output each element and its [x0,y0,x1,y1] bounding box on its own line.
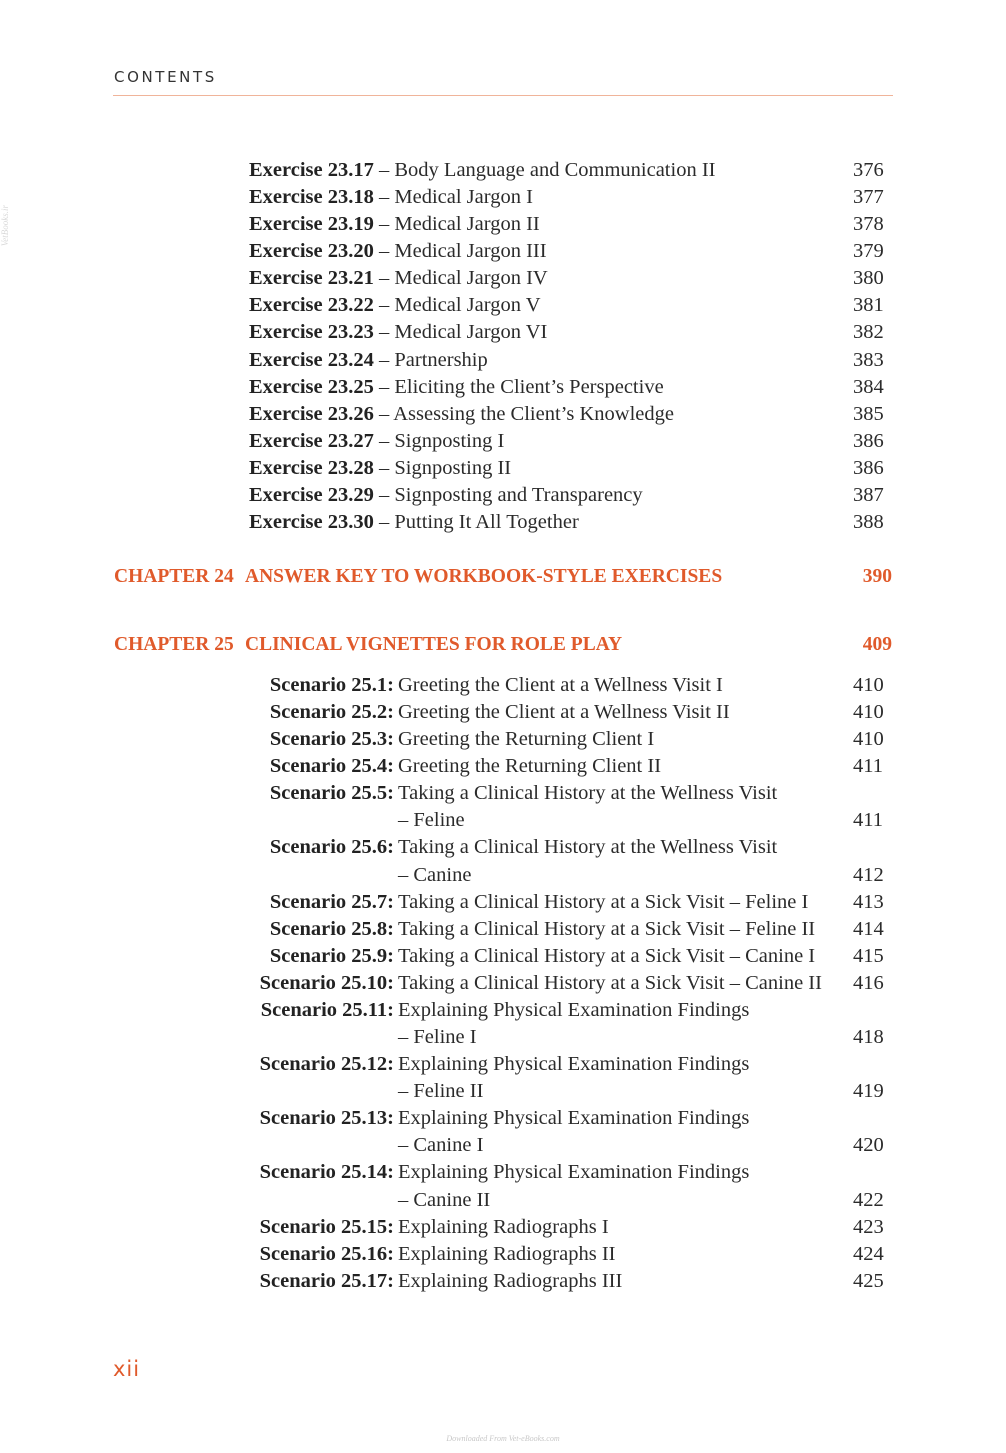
scenario-label: Scenario 25.11: [260,998,394,1021]
page-number: 410 [853,728,884,751]
scenario-title-continuation: – Canine I [398,1134,484,1157]
exercise-label: Exercise 23.24 [249,348,374,371]
exercise-title: – Medical Jargon V [373,294,541,317]
scenario-title-continuation: – Canine [398,863,472,886]
chapter-title: ANSWER KEY TO WORKBOOK-STYLE EXERCISES [245,566,723,587]
toc-entry-exercise[interactable] [0,292,1006,319]
toc-entry-exercise[interactable] [0,401,1006,428]
toc-entry-scenario[interactable] [0,1214,1006,1241]
page-number: 411 [853,809,883,832]
toc-entry-text [249,428,504,455]
toc-entry-exercise[interactable] [0,482,1006,509]
page-number: 419 [853,1080,884,1103]
exercise-title: – Partnership [373,348,488,371]
toc-entry-exercise[interactable] [0,374,1006,401]
toc-entry-scenario[interactable] [0,834,1006,888]
toc-entry-scenario[interactable] [0,699,1006,726]
toc-entry-scenario[interactable] [0,1268,1006,1295]
toc-entry-scenario[interactable] [0,672,1006,699]
scenario-title: Explaining Radiographs II [398,1242,616,1265]
toc-entry-scenario[interactable] [0,970,1006,997]
page-number: 386 [853,456,884,479]
toc-entry-text [249,374,664,401]
page-number: 386 [853,429,884,452]
page-number: 379 [853,240,884,263]
scenario-title: Explaining Radiographs I [398,1215,609,1238]
scenario-title-continuation: – Canine II [398,1188,491,1211]
chapter-heading[interactable] [114,631,894,659]
toc-entry-exercise[interactable] [0,347,1006,374]
scenario-title: Taking a Clinical History at a Sick Visit – Feline II [398,917,816,940]
toc-entry-exercise[interactable] [0,455,1006,482]
page-number: 425 [853,1269,884,1292]
chapter-heading[interactable] [114,563,894,591]
toc-entry-text [249,184,533,211]
toc-entry-text [249,455,511,482]
scenario-label: Scenario 25.3: [269,728,394,751]
page-number: 383 [853,348,884,371]
scenario-label: Scenario 25.2: [269,701,394,724]
scenario-label: Scenario 25.7: [269,890,394,913]
toc-entry-exercise[interactable] [0,211,1006,238]
page-number: 423 [853,1215,884,1238]
scenario-title: Greeting the Returning Client I [398,728,655,751]
toc-entry-text [249,211,540,238]
scenario-title: Taking a Clinical History at the Wellness Visit [398,836,778,859]
exercise-label: Exercise 23.29 [249,483,374,506]
scenario-title: Explaining Physical Examination Findings [398,998,750,1021]
page-number: 414 [853,917,884,940]
exercise-label: Exercise 23.23 [249,321,374,344]
exercise-label: Exercise 23.17 [249,159,374,181]
toc-entry-exercise[interactable] [0,265,1006,292]
chapter-number: CHAPTER 24 [114,566,234,587]
toc-entry-text [249,319,547,346]
scenario-label: Scenario 25.16: [259,1242,394,1265]
toc-entry-text [249,509,579,536]
toc-entry-text [249,347,488,374]
toc-entry-scenario[interactable] [0,997,1006,1051]
scenario-title: Taking a Clinical History at a Sick Visit – Canine I [398,944,816,967]
scenario-label: Scenario 25.8: [269,917,394,940]
toc-entry-scenario[interactable] [0,889,1006,916]
page-number: 378 [853,213,884,236]
toc-entry-scenario[interactable] [0,1051,1006,1105]
watermark-side: VetBooks.ir [0,205,10,247]
scenario-label: Scenario 25.15: [259,1215,394,1238]
running-head: CONTENTS [114,68,217,86]
toc-entry-scenario[interactable] [0,916,1006,943]
toc-entry-text [249,238,547,265]
exercise-title: – Medical Jargon VI [373,321,548,344]
toc-entry-scenario[interactable] [0,1159,1006,1213]
exercise-title: – Signposting II [373,456,512,479]
scenario-label: Scenario 25.13: [259,1107,394,1130]
scenario-title-continuation: – Feline II [398,1080,484,1103]
scenario-title: Greeting the Returning Client II [398,755,662,778]
page-folio: xii [113,1357,141,1381]
toc-entry-scenario[interactable] [0,1241,1006,1268]
scenario-label: Scenario 25.6: [269,836,394,859]
page-number: 420 [853,1134,884,1157]
scenario-label: Scenario 25.12: [259,1053,394,1076]
exercise-label: Exercise 23.22 [249,294,374,317]
page-number: 387 [853,483,884,506]
scenario-label: Scenario 25.10: [259,971,394,994]
exercise-label: Exercise 23.26 [249,402,374,425]
exercise-label: Exercise 23.25 [249,375,374,398]
scenario-title: Explaining Physical Examination Findings [398,1053,750,1076]
exercise-title: – Medical Jargon IV [373,267,548,290]
exercise-title: – Medical Jargon I [373,186,533,209]
scenario-title: Explaining Physical Examination Findings [398,1107,750,1130]
toc-entry-scenario[interactable] [0,780,1006,834]
toc-entry-text [249,482,643,509]
scenario-label: Scenario 25.14: [259,1161,394,1184]
toc-entry-text [249,265,548,292]
page-number: 384 [853,375,884,398]
toc-entry-text [249,401,674,428]
exercise-title: – Eliciting the Client’s Perspective [373,375,664,398]
scenario-label: Scenario 25.9: [269,944,394,967]
toc-entry-exercise[interactable] [0,319,1006,346]
exercise-title: – Medical Jargon III [373,240,547,263]
page-number: 388 [853,511,884,534]
exercise-title: – Signposting and Transparency [373,483,643,506]
scenario-label: Scenario 25.17: [259,1269,394,1292]
toc-entry-scenario[interactable] [0,1105,1006,1159]
exercise-title: – Signposting I [373,429,505,452]
watermark-bottom: Downloaded From Vet-eBooks.com [446,1434,560,1443]
exercise-title: – Assessing the Client’s Knowledge [373,402,674,425]
toc-entry-text [249,157,715,184]
page-number: 376 [853,159,884,181]
scenario-title: Taking a Clinical History at a Sick Visit – Feline I [398,890,809,913]
page-number: 412 [853,863,884,886]
scenario-title: Greeting the Client at a Wellness Visit I [398,674,723,696]
page-number: 422 [853,1188,884,1211]
scenario-title: Explaining Radiographs III [398,1269,623,1292]
exercise-label: Exercise 23.18 [249,186,374,209]
scenario-title: Explaining Physical Examination Findings [398,1161,750,1184]
page-number: 411 [853,755,883,778]
scenario-title: Greeting the Client at a Wellness Visit II [398,701,730,724]
exercise-title: – Putting It All Together [373,511,579,534]
chapter-title: CLINICAL VIGNETTES FOR ROLE PLAY [245,634,623,655]
exercise-label: Exercise 23.19 [249,213,374,236]
exercise-label: Exercise 23.28 [249,456,374,479]
scenario-label: Scenario 25.1: [269,674,394,696]
page-number: 413 [853,890,884,913]
page-number: 377 [853,186,884,209]
chapter-page-number: 390 [862,566,892,587]
chapter-number: CHAPTER 25 [114,634,234,655]
page-number: 410 [853,701,884,724]
toc-entry-exercise[interactable] [0,428,1006,455]
scenario-label: Scenario 25.4: [269,755,394,778]
scenario-label: Scenario 25.5: [269,782,394,805]
exercise-label: Exercise 23.20 [249,240,374,263]
toc-entry-exercise[interactable] [0,238,1006,265]
page-number: 385 [853,402,884,425]
exercise-title: – Body Language and Communication II [373,159,716,181]
exercise-label: Exercise 23.30 [249,511,374,534]
exercise-label: Exercise 23.21 [249,267,374,290]
page-number: 382 [853,321,884,344]
chapter-page-number: 409 [862,634,892,655]
page-number: 418 [853,1026,884,1049]
exercise-label: Exercise 23.27 [249,429,374,452]
scenario-title: Taking a Clinical History at a Sick Visit – Canine II [398,971,822,994]
toc-entry-scenario[interactable] [0,943,1006,970]
page-number: 381 [853,294,884,317]
toc-entry-scenario[interactable] [0,726,1006,753]
toc-entry-scenario[interactable] [0,753,1006,780]
header-rule [113,95,893,96]
toc-entry-exercise[interactable] [0,157,1006,184]
scenario-title-continuation: – Feline I [398,1026,477,1049]
scenario-title: Taking a Clinical History at the Wellness Visit [398,782,778,805]
page-number: 415 [853,944,884,967]
page-number: 416 [853,971,884,994]
page-number: 410 [853,674,884,696]
page-number: 424 [853,1242,884,1265]
toc-entry-text [249,292,541,319]
exercise-title: – Medical Jargon II [373,213,540,236]
toc-entry-exercise[interactable] [0,509,1006,536]
toc-entry-exercise[interactable] [0,184,1006,211]
scenario-title-continuation: – Feline [398,809,465,832]
page-number: 380 [853,267,884,290]
